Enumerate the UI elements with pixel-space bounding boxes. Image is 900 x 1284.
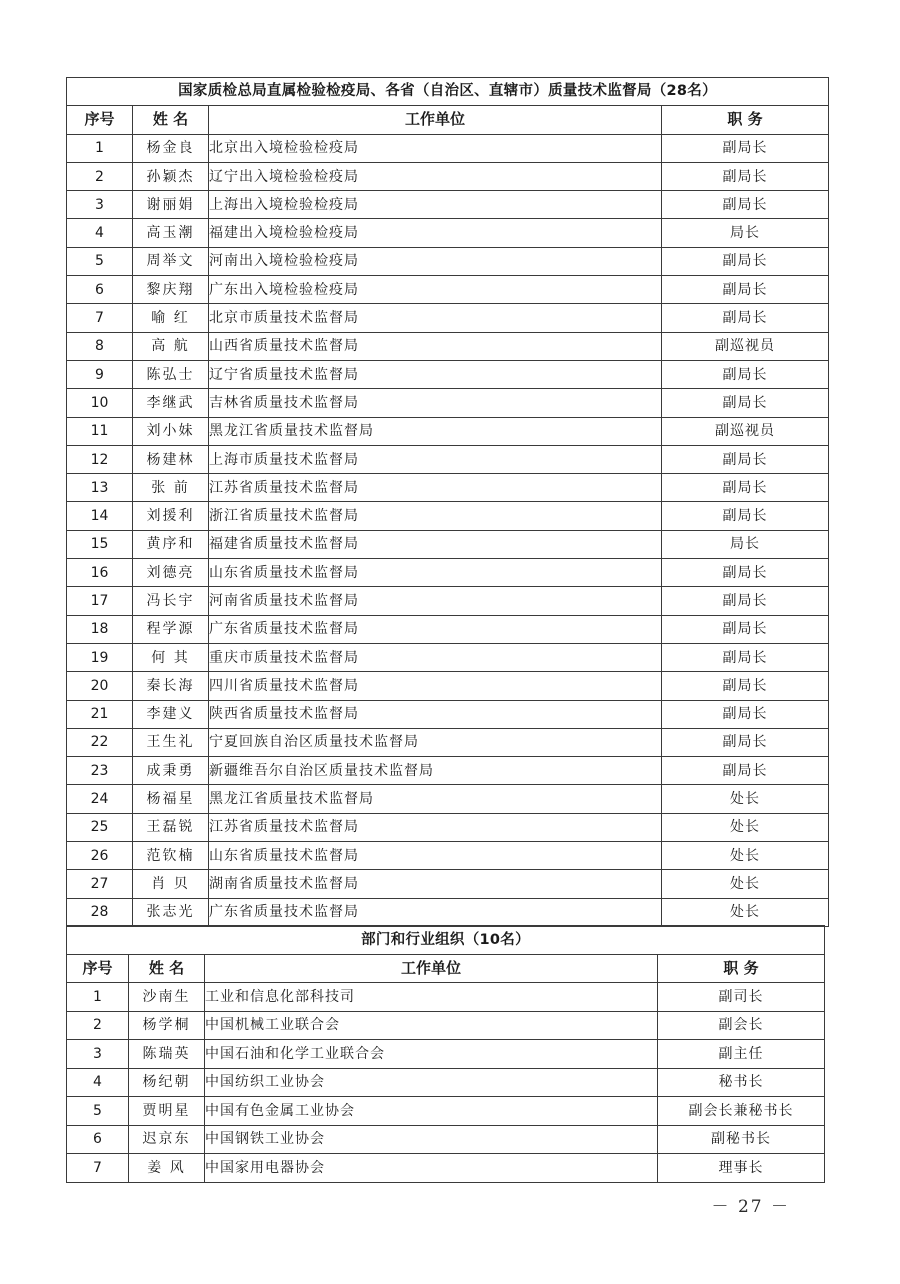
table-row bbox=[67, 304, 829, 332]
job-position: 副巡视员 bbox=[662, 417, 829, 445]
person-name: 李继武 bbox=[133, 389, 209, 417]
work-unit: 江苏省质量技术监督局 bbox=[209, 474, 662, 502]
work-unit: 吉林省质量技术监督局 bbox=[209, 389, 662, 417]
person-name: 张志光 bbox=[133, 898, 209, 926]
row-number: 2 bbox=[67, 162, 133, 190]
table-row bbox=[67, 728, 829, 756]
work-unit: 江苏省质量技术监督局 bbox=[209, 813, 662, 841]
work-unit: 湖南省质量技术监督局 bbox=[209, 870, 662, 898]
person-name: 秦长海 bbox=[133, 672, 209, 700]
work-unit: 北京市质量技术监督局 bbox=[209, 304, 662, 332]
work-unit: 黑龙江省质量技术监督局 bbox=[209, 417, 662, 445]
header-name: 姓 名 bbox=[129, 954, 205, 983]
person-name: 迟京东 bbox=[129, 1125, 205, 1154]
table-row bbox=[67, 134, 829, 162]
table-row bbox=[67, 983, 825, 1012]
table-row bbox=[67, 247, 829, 275]
work-unit: 中国纺织工业协会 bbox=[205, 1068, 658, 1097]
table-row bbox=[67, 587, 829, 615]
table-row bbox=[67, 162, 829, 190]
person-name: 冯长宇 bbox=[133, 587, 209, 615]
job-position: 处长 bbox=[662, 842, 829, 870]
table-row bbox=[67, 672, 829, 700]
work-unit: 山东省质量技术监督局 bbox=[209, 842, 662, 870]
row-number: 4 bbox=[67, 219, 133, 247]
table-row bbox=[67, 445, 829, 473]
table-row bbox=[67, 332, 829, 360]
person-name: 姜 风 bbox=[129, 1154, 205, 1183]
work-unit: 中国机械工业联合会 bbox=[205, 1011, 658, 1040]
job-position: 局长 bbox=[662, 219, 829, 247]
job-position: 副巡视员 bbox=[662, 332, 829, 360]
person-name: 谢丽娟 bbox=[133, 191, 209, 219]
work-unit: 河南出入境检验检疫局 bbox=[209, 247, 662, 275]
roster-table-industry-orgs bbox=[66, 925, 825, 1183]
person-name: 孙颖杰 bbox=[133, 162, 209, 190]
row-number: 9 bbox=[67, 360, 133, 388]
row-number: 3 bbox=[67, 1040, 129, 1069]
row-number: 12 bbox=[67, 445, 133, 473]
table-row bbox=[67, 898, 829, 926]
job-position: 局长 bbox=[662, 530, 829, 558]
work-unit: 上海市质量技术监督局 bbox=[209, 445, 662, 473]
row-number: 1 bbox=[67, 983, 129, 1012]
job-position: 副局长 bbox=[662, 587, 829, 615]
table-title-row bbox=[67, 926, 825, 955]
row-number: 11 bbox=[67, 417, 133, 445]
table-row bbox=[67, 417, 829, 445]
person-name: 张 前 bbox=[133, 474, 209, 502]
person-name: 李建义 bbox=[133, 700, 209, 728]
row-number: 1 bbox=[67, 134, 133, 162]
person-name: 范钦楠 bbox=[133, 842, 209, 870]
row-number: 21 bbox=[67, 700, 133, 728]
row-number: 27 bbox=[67, 870, 133, 898]
row-number: 8 bbox=[67, 332, 133, 360]
person-name: 程学源 bbox=[133, 615, 209, 643]
job-position: 理事长 bbox=[658, 1154, 825, 1183]
table-row bbox=[67, 870, 829, 898]
work-unit: 新疆维吾尔自治区质量技术监督局 bbox=[209, 757, 662, 785]
row-number: 25 bbox=[67, 813, 133, 841]
work-unit: 河南省质量技术监督局 bbox=[209, 587, 662, 615]
table-row bbox=[67, 615, 829, 643]
person-name: 陈瑞英 bbox=[129, 1040, 205, 1069]
table-row bbox=[67, 1011, 825, 1040]
person-name: 王磊锐 bbox=[133, 813, 209, 841]
person-name: 王生礼 bbox=[133, 728, 209, 756]
job-position: 副局长 bbox=[662, 615, 829, 643]
person-name: 肖 贝 bbox=[133, 870, 209, 898]
section-title: 国家质检总局直属检验检疫局、各省（自治区、直辖市）质量技术监督局（28名） bbox=[67, 78, 829, 106]
work-unit: 宁夏回族自治区质量技术监督局 bbox=[209, 728, 662, 756]
job-position: 副局长 bbox=[662, 276, 829, 304]
header-position: 职 务 bbox=[658, 954, 825, 983]
job-position: 副局长 bbox=[662, 672, 829, 700]
row-number: 23 bbox=[67, 757, 133, 785]
table-header-row bbox=[67, 106, 829, 134]
table-row bbox=[67, 559, 829, 587]
job-position: 副秘书长 bbox=[658, 1125, 825, 1154]
row-number: 13 bbox=[67, 474, 133, 502]
job-position: 副局长 bbox=[662, 700, 829, 728]
table-title-row bbox=[67, 78, 829, 106]
row-number: 3 bbox=[67, 191, 133, 219]
job-position: 副局长 bbox=[662, 757, 829, 785]
person-name: 黎庆翔 bbox=[133, 276, 209, 304]
roster-table-quality-bureaus bbox=[66, 77, 829, 927]
row-number: 16 bbox=[67, 559, 133, 587]
table-row bbox=[67, 276, 829, 304]
work-unit: 浙江省质量技术监督局 bbox=[209, 502, 662, 530]
work-unit: 陕西省质量技术监督局 bbox=[209, 700, 662, 728]
person-name: 喻 红 bbox=[133, 304, 209, 332]
work-unit: 北京出入境检验检疫局 bbox=[209, 134, 662, 162]
job-position: 副局长 bbox=[662, 389, 829, 417]
job-position: 副局长 bbox=[662, 134, 829, 162]
row-number: 18 bbox=[67, 615, 133, 643]
person-name: 沙南生 bbox=[129, 983, 205, 1012]
work-unit: 辽宁省质量技术监督局 bbox=[209, 360, 662, 388]
row-number: 15 bbox=[67, 530, 133, 558]
person-name: 刘援利 bbox=[133, 502, 209, 530]
row-number: 4 bbox=[67, 1068, 129, 1097]
job-position: 副局长 bbox=[662, 191, 829, 219]
job-position: 副会长兼秘书长 bbox=[658, 1097, 825, 1126]
job-position: 副局长 bbox=[662, 304, 829, 332]
person-name: 周举文 bbox=[133, 247, 209, 275]
work-unit: 中国家用电器协会 bbox=[205, 1154, 658, 1183]
table-row bbox=[67, 1040, 825, 1069]
header-no: 序号 bbox=[67, 106, 133, 134]
header-name: 姓 名 bbox=[133, 106, 209, 134]
job-position: 处长 bbox=[662, 898, 829, 926]
person-name: 刘德亮 bbox=[133, 559, 209, 587]
row-number: 7 bbox=[67, 1154, 129, 1183]
row-number: 7 bbox=[67, 304, 133, 332]
job-position: 处长 bbox=[662, 813, 829, 841]
job-position: 副司长 bbox=[658, 983, 825, 1012]
table-row bbox=[67, 530, 829, 558]
header-unit: 工作单位 bbox=[205, 954, 658, 983]
person-name: 杨金良 bbox=[133, 134, 209, 162]
job-position: 副局长 bbox=[662, 360, 829, 388]
row-number: 6 bbox=[67, 1125, 129, 1154]
table-row bbox=[67, 785, 829, 813]
header-unit: 工作单位 bbox=[209, 106, 662, 134]
table-row bbox=[67, 502, 829, 530]
row-number: 6 bbox=[67, 276, 133, 304]
table-row bbox=[67, 757, 829, 785]
job-position: 副局长 bbox=[662, 474, 829, 502]
work-unit: 中国石油和化学工业联合会 bbox=[205, 1040, 658, 1069]
person-name: 高 航 bbox=[133, 332, 209, 360]
header-no: 序号 bbox=[67, 954, 129, 983]
table-row bbox=[67, 813, 829, 841]
page-number: － 27 － bbox=[711, 1197, 790, 1217]
work-unit: 上海出入境检验检疫局 bbox=[209, 191, 662, 219]
row-number: 28 bbox=[67, 898, 133, 926]
person-name: 杨建林 bbox=[133, 445, 209, 473]
table-row bbox=[67, 191, 829, 219]
row-number: 2 bbox=[67, 1011, 129, 1040]
table-row bbox=[67, 1097, 825, 1126]
work-unit: 山东省质量技术监督局 bbox=[209, 559, 662, 587]
row-number: 19 bbox=[67, 643, 133, 671]
table-row bbox=[67, 360, 829, 388]
job-position: 副局长 bbox=[662, 728, 829, 756]
table-row bbox=[67, 389, 829, 417]
table-row bbox=[67, 1125, 825, 1154]
work-unit: 重庆市质量技术监督局 bbox=[209, 643, 662, 671]
work-unit: 辽宁出入境检验检疫局 bbox=[209, 162, 662, 190]
person-name: 陈弘士 bbox=[133, 360, 209, 388]
row-number: 22 bbox=[67, 728, 133, 756]
header-position: 职 务 bbox=[662, 106, 829, 134]
person-name: 高玉潮 bbox=[133, 219, 209, 247]
job-position: 副局长 bbox=[662, 643, 829, 671]
section-title: 部门和行业组织（10名） bbox=[67, 926, 825, 955]
job-position: 副会长 bbox=[658, 1011, 825, 1040]
table-row bbox=[67, 219, 829, 247]
job-position: 处长 bbox=[662, 870, 829, 898]
row-number: 5 bbox=[67, 1097, 129, 1126]
work-unit: 山西省质量技术监督局 bbox=[209, 332, 662, 360]
person-name: 杨学桐 bbox=[129, 1011, 205, 1040]
table-row bbox=[67, 1154, 825, 1183]
work-unit: 广东省质量技术监督局 bbox=[209, 615, 662, 643]
job-position: 副局长 bbox=[662, 247, 829, 275]
person-name: 刘小妹 bbox=[133, 417, 209, 445]
work-unit: 广东出入境检验检疫局 bbox=[209, 276, 662, 304]
row-number: 17 bbox=[67, 587, 133, 615]
row-number: 5 bbox=[67, 247, 133, 275]
work-unit: 四川省质量技术监督局 bbox=[209, 672, 662, 700]
person-name: 杨纪朝 bbox=[129, 1068, 205, 1097]
job-position: 副局长 bbox=[662, 559, 829, 587]
job-position: 副局长 bbox=[662, 445, 829, 473]
table-row bbox=[67, 842, 829, 870]
work-unit: 黑龙江省质量技术监督局 bbox=[209, 785, 662, 813]
table-row bbox=[67, 643, 829, 671]
table-row bbox=[67, 700, 829, 728]
row-number: 24 bbox=[67, 785, 133, 813]
table-row bbox=[67, 1068, 825, 1097]
job-position: 处长 bbox=[662, 785, 829, 813]
work-unit: 福建出入境检验检疫局 bbox=[209, 219, 662, 247]
work-unit: 中国有色金属工业协会 bbox=[205, 1097, 658, 1126]
table-row bbox=[67, 474, 829, 502]
person-name: 何 其 bbox=[133, 643, 209, 671]
work-unit: 工业和信息化部科技司 bbox=[205, 983, 658, 1012]
table-header-row bbox=[67, 954, 825, 983]
job-position: 副局长 bbox=[662, 502, 829, 530]
person-name: 贾明星 bbox=[129, 1097, 205, 1126]
row-number: 20 bbox=[67, 672, 133, 700]
job-position: 秘书长 bbox=[658, 1068, 825, 1097]
row-number: 14 bbox=[67, 502, 133, 530]
job-position: 副局长 bbox=[662, 162, 829, 190]
work-unit: 广东省质量技术监督局 bbox=[209, 898, 662, 926]
person-name: 黄序和 bbox=[133, 530, 209, 558]
person-name: 杨福星 bbox=[133, 785, 209, 813]
row-number: 26 bbox=[67, 842, 133, 870]
job-position: 副主任 bbox=[658, 1040, 825, 1069]
work-unit: 中国钢铁工业协会 bbox=[205, 1125, 658, 1154]
row-number: 10 bbox=[67, 389, 133, 417]
work-unit: 福建省质量技术监督局 bbox=[209, 530, 662, 558]
person-name: 成秉勇 bbox=[133, 757, 209, 785]
